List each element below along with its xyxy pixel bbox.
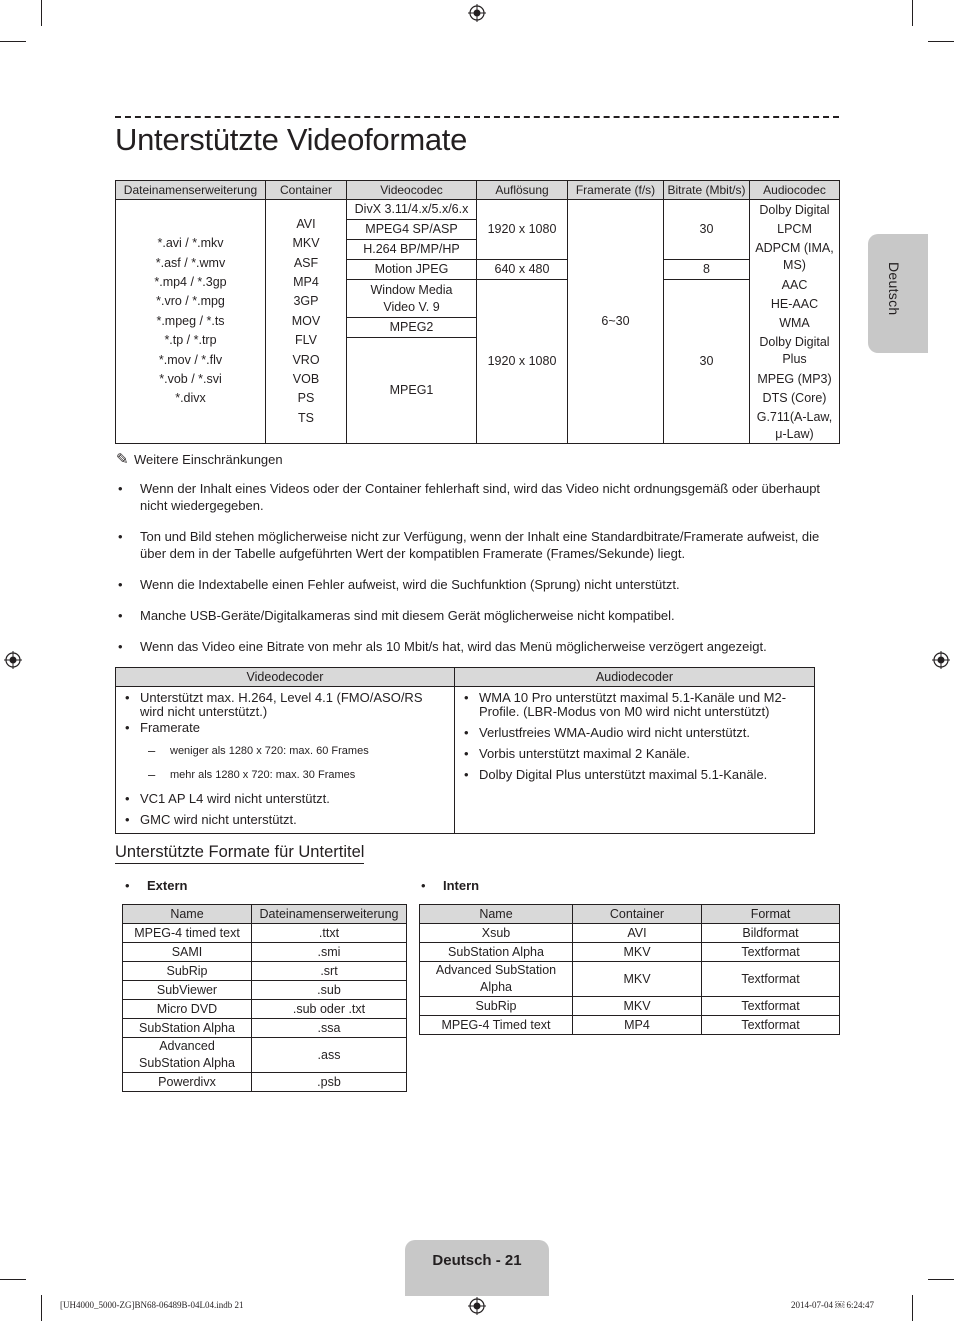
containers-cell: AVI MKV ASF MP4 3GP MOV FLV VRO VOB PS TS — [266, 200, 347, 444]
table-row: SubRip MKV Textformat — [420, 997, 840, 1016]
print-footer-timestamp: 2014-07-04 ￼ 6:24:47 — [791, 1300, 874, 1310]
crop-mark — [928, 1279, 954, 1280]
col-header: Format — [702, 905, 840, 924]
resolution-cell: 1920 x 1080 — [477, 200, 568, 260]
col-header: Container — [266, 181, 347, 200]
col-header: Container — [573, 905, 702, 924]
codec-cell: MPEG1 — [347, 338, 477, 444]
list-item: • VC1 AP L4 wird nicht unterstützt. — [124, 792, 448, 806]
table-row — [116, 687, 815, 834]
table-header-row — [116, 181, 840, 200]
list-item: • Wenn die Indextabelle einen Fehler aufweist, wird die Suchfunktion (Sprung) nicht unterstützt. — [118, 576, 834, 593]
list-item: • Verlustfreies WMA-Audio wird nicht unterstützt. — [463, 726, 808, 740]
list-item: • WMA 10 Pro unterstützt maximal 5.1-Kanäle und M2-Profile. (LBR-Modus von M0 wird nicht unterstützt) — [463, 691, 808, 719]
bitrate-cell: 30 — [664, 200, 750, 260]
audiocodecs-cell: Dolby Digital LPCM ADPCM (IMA, MS) AAC HE-AAC WMA Dolby Digital Plus MPEG (MP3) DTS (Core) G.711(A-Law, μ-Law) — [750, 200, 840, 444]
codec-cell: DivX 3.11/4.x/5.x/6.x — [347, 200, 477, 220]
extern-label: • Extern — [147, 878, 187, 893]
restriction-list — [118, 480, 834, 669]
table-header-row — [116, 668, 815, 687]
list-item: • Framerate — [124, 721, 448, 735]
resolution-cell: 640 x 480 — [477, 260, 568, 280]
list-item: • GMC wird nicht unterstützt. — [124, 813, 448, 827]
table-row: SubRip .srt — [123, 962, 407, 981]
crop-mark — [41, 1295, 42, 1321]
codec-cell: MPEG4 SP/ASP — [347, 220, 477, 240]
codec-cell: Motion JPEG — [347, 260, 477, 280]
bitrate-cell: 8 — [664, 260, 750, 280]
extern-subtitle-table — [122, 904, 407, 1092]
crop-mark — [928, 41, 954, 42]
crop-mark — [912, 1295, 913, 1321]
note-heading: ✎ Weitere Einschränkungen — [116, 451, 283, 468]
bitrate-cell: 30 — [664, 280, 750, 444]
col-header: Name — [420, 905, 573, 924]
page-number-tab — [405, 1240, 549, 1296]
list-item: • Wenn das Video eine Bitrate von mehr als 10 Mbit/s hat, wird das Menü möglicherweise verzögert angezeigt. — [118, 638, 834, 655]
col-header: Videodecoder — [116, 668, 455, 687]
framerate-cell: 6~30 — [568, 200, 664, 444]
page-number: Deutsch - 21 — [432, 1252, 522, 1269]
codec-cell: H.264 BP/MP/HP — [347, 240, 477, 260]
crop-mark — [41, 0, 42, 26]
table-row: SubStation Alpha MKV Textformat — [420, 943, 840, 962]
pencil-note-icon: ✎ — [116, 451, 129, 468]
list-item: • Wenn der Inhalt eines Videos oder der Container fehlerhaft sind, wird das Video nicht ordnungsgemäß oder überhaupt nicht wiedergegeben. — [118, 480, 834, 514]
col-header: Audiodecoder — [455, 668, 815, 687]
video-decoder-cell — [116, 687, 455, 834]
list-item: • Manche USB-Geräte/Digitalkameras sind mit diesem Gerät möglicherweise nicht kompatibel. — [118, 607, 834, 624]
table-row: Advanced SubStation Alpha MKV Textformat — [420, 962, 840, 997]
col-header: Dateinamenserweiterung — [116, 181, 266, 200]
col-header: Bitrate (Mbit/s) — [664, 181, 750, 200]
subtitle-section-heading: Unterstützte Formate für Untertitel — [115, 843, 364, 864]
list-item: – weniger als 1280 x 720: max. 60 Frames — [124, 744, 448, 758]
list-item: • Dolby Digital Plus unterstützt maximal 5.1-Kanäle. — [463, 768, 808, 782]
table-row: Xsub AVI Bildformat — [420, 924, 840, 943]
list-item: • Vorbis unterstützt maximal 2 Kanäle. — [463, 747, 808, 761]
intern-label: • Intern — [443, 878, 479, 893]
table-header-row — [420, 905, 840, 924]
page-title: Unterstützte Videoformate — [115, 122, 468, 157]
table-header-row — [123, 905, 407, 924]
video-format-table — [115, 180, 840, 444]
col-header: Auflösung — [477, 181, 568, 200]
col-header: Dateinamenserweiterung — [252, 905, 407, 924]
audio-decoder-cell — [455, 687, 815, 834]
table-row — [116, 200, 840, 220]
crop-mark — [912, 0, 913, 26]
side-tab-label: Deutsch — [886, 262, 902, 316]
list-item: • Unterstützt max. H.264, Level 4.1 (FMO/ASO/RS wird nicht unterstützt.) — [124, 691, 448, 719]
decoder-table — [115, 667, 815, 834]
registration-mark-icon — [932, 651, 950, 669]
table-row: SubViewer .sub — [123, 981, 407, 1000]
col-header: Videocodec — [347, 181, 477, 200]
codec-cell: MPEG2 — [347, 318, 477, 338]
table-row: MPEG-4 timed text .ttxt — [123, 924, 407, 943]
codec-cell: Window Media Video V. 9 — [347, 280, 477, 318]
col-header: Audiocodec — [750, 181, 840, 200]
intern-subtitle-table — [419, 904, 840, 1035]
table-row: Powerdivx .psb — [123, 1073, 407, 1092]
list-item: • Ton und Bild stehen möglicherweise nicht zur Verfügung, wenn der Inhalt eine Standardbitrate/Framerate aufweist, die über dem in der Tabelle aufgeführten Wert der kompatiblen Framerate (Frames/Sekunde) liegt. — [118, 528, 834, 562]
table-row: SubStation Alpha .ssa — [123, 1019, 407, 1038]
registration-mark-icon — [468, 4, 486, 22]
extensions-cell: *.avi / *.mkv *.asf / *.wmv *.mp4 / *.3gp *.vro / *.mpg *.mpeg / *.ts *.tp / *.trp *.mov / *.flv *.vob / *.svi *.divx — [116, 200, 266, 444]
table-row: Micro DVD .sub oder .txt — [123, 1000, 407, 1019]
list-item: – mehr als 1280 x 720: max. 30 Frames — [124, 768, 448, 782]
table-row: MPEG-4 Timed text MP4 Textformat — [420, 1016, 840, 1035]
registration-mark-icon — [468, 1297, 486, 1315]
resolution-cell: 1920 x 1080 — [477, 280, 568, 444]
table-row: SAMI .smi — [123, 943, 407, 962]
table-row: Advanced SubStation Alpha .ass — [123, 1038, 407, 1073]
language-side-tab — [868, 234, 928, 353]
registration-mark-icon — [4, 651, 22, 669]
crop-mark — [0, 1279, 26, 1280]
col-header: Framerate (f/s) — [568, 181, 664, 200]
print-footer-file: [UH4000_5000-ZG]BN68-06489B-04L04.indb 21 — [60, 1300, 244, 1310]
col-header: Name — [123, 905, 252, 924]
title-dashed-rule — [115, 116, 839, 118]
crop-mark — [0, 41, 26, 42]
